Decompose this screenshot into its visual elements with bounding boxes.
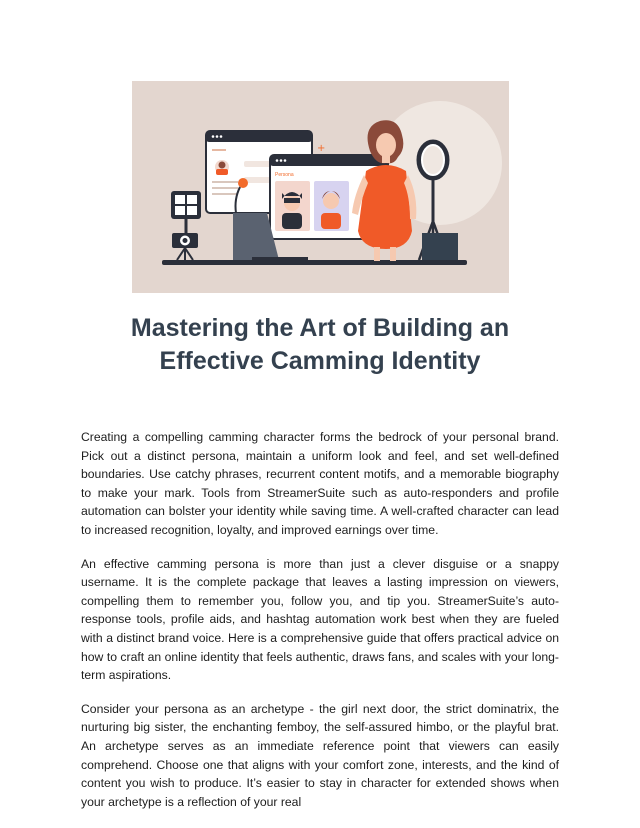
desk-icon xyxy=(162,260,467,265)
persona-window-label: Persona xyxy=(275,172,294,178)
camera-icon xyxy=(172,233,198,260)
streaming-setup-illustration-icon xyxy=(132,81,509,293)
title-line-1: Mastering the Art of Building an xyxy=(130,314,510,342)
softbox-light-icon xyxy=(171,191,201,233)
paragraph-3: Consider your persona as an archetype - the girl next door, the strict dominatrix, the nurturing big sister, the enchanting femboy, the self-assured himbo, or the playful brat. An archetype serves as an immediate reference point that viewers can easily comprehend. Choose one that aligns with your comfort zone, interests, and the kind of content you wish to produce. It’s easier to stay in character for extended shows when your archetype is a reflection of your real xyxy=(81,701,559,809)
plus-icon: + xyxy=(317,143,326,154)
article-body xyxy=(81,428,559,826)
paragraph-2: An effective camming persona is more than just a clever disguise or a snappy username. It is the complete package that leaves a lasting impression on viewers, compelling them to remember you, follow you, and tip you. StreamerSuite’s auto-response tools, profile aids, and hashtag automation work best when they are fueled with a distinct brand voice. Here is a comprehensive guide that offers practical advice on how to craft an online identity that feels authentic, draws fans, and scales with your long-term aspirations. xyxy=(81,556,559,683)
article-title xyxy=(60,312,580,378)
paragraph-1: Creating a compelling camming character forms the bedrock of your personal brand. Pick out a distinct persona, maintain a uniform look and feel, and set well-defined boundaries. Use catchy phrases, recurrent content motifs, and a memorable biography to make your mark. Tools from StreamerSuite such as auto-responders and profile automation can bolster your identity while saving time. A well-crafted character can lead to increased recognition, loyalty, and improved earnings over time. xyxy=(81,430,559,537)
title-line-2: Effective Camming Identity xyxy=(159,347,481,375)
hero-illustration xyxy=(132,81,509,293)
